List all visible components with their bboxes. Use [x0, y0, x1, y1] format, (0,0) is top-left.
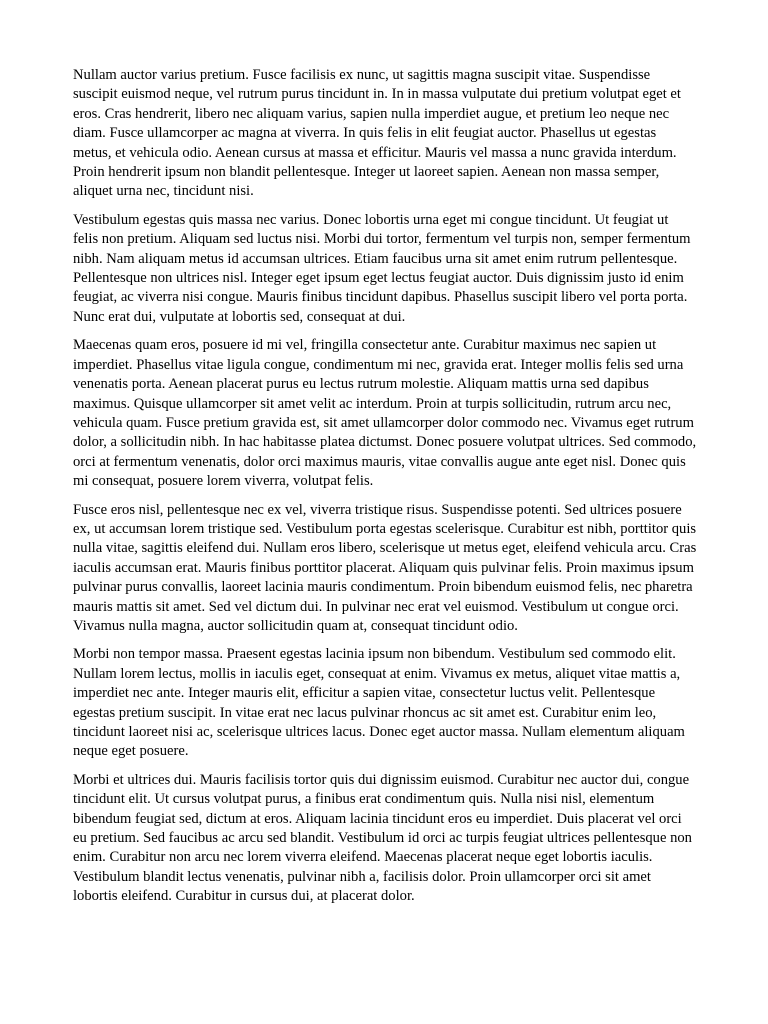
paragraph-5: Morbi non tempor massa. Praesent egestas lacinia ipsum non bibendum. Vestibulum sed commodo elit. Nullam lorem lectus, mollis in iaculis eget, consequat at enim. Vivamus ex metus, aliquet vitae mattis a, imperdiet nec ante. Integer mauris elit, efficitur a sapien vitae, consectetur luctus velit. Pellentesque egestas pretium suscipit. In vitae erat nec lacus pulvinar rhoncus ac sit amet est. Curabitur enim leo, tincidunt laoreet nisi ac, scelerisque ultrices lacus. Donec eget auctor massa. Nullam elementum aliquam neque eget posuere.: [73, 646, 685, 760]
paragraph-2: Vestibulum egestas quis massa nec varius. Donec lobortis urna eget mi congue tincidunt. Ut feugiat ut felis non pretium. Aliquam sed luctus nisi. Morbi dui tortor, fermentum vel turpis non, semper fermentum nibh. Nam aliquam metus id accumsan ultrices. Etiam faucibus urna sit amet enim rutrum pellentesque. Pellentesque non ultrices nisl. Integer eget ipsum eget lectus feugiat auctor. Duis dignissim justo id enim feugiat, ac viverra nisi congue. Mauris finibus tincidunt dapibus. Phasellus suscipit libero vel porta porta. Nunc erat dui, vulputate at lobortis sed, consequat at dui.: [73, 211, 691, 325]
document-body: [73, 66, 697, 916]
paragraph-1: Nullam auctor varius pretium. Fusce facilisis ex nunc, ut sagittis magna suscipit vitae. Suspendisse suscipit euismod neque, vel rutrum purus tincidunt in. In in massa vulputate dui pretium volutpat eget et eros. Cras hendrerit, libero nec aliquam varius, sapien nulla imperdiet augue, et pretium leo neque nec diam. Fusce ullamcorper ac magna at viverra. In quis felis in elit feugiat auctor. Phasellus ut egestas metus, et vehicula odio. Aenean cursus at massa et efficitur. Mauris vel massa a nunc gravida interdum. Proin hendrerit ipsum non blandit pellentesque. Integer ut laoreet sapien. Aenean non massa semper, aliquet urna nec, tincidunt nisi.: [73, 67, 681, 200]
paragraph-4: Fusce eros nisl, pellentesque nec ex vel, viverra tristique risus. Suspendisse potenti. Sed ultrices posuere ex, ut accumsan lorem tristique sed. Vestibulum porta egestas scelerisque. Curabitur est nibh, porttitor quis nulla vitae, sagittis eleifend dui. Nullam eros libero, scelerisque ut metus eget, eleifend vehicula arcu. Cras iaculis accumsan erat. Mauris finibus porttitor placerat. Aliquam quis pulvinar felis. Proin maximus ipsum pulvinar purus convallis, laoreet lacinia mauris condimentum. Proin bibendum euismod felis, nec pharetra mauris mattis sit amet. Sed vel dictum dui. In pulvinar nec erat vel euismod. Vestibulum ut congue orci. Vivamus nulla magna, auctor sollicitudin quam at, consequat tincidunt odio.: [73, 501, 697, 634]
paragraph-3: Maecenas quam eros, posuere id mi vel, fringilla consectetur ante. Curabitur maximus nec sapien ut imperdiet. Phasellus vitae ligula congue, condimentum mi nec, gravida erat. Integer mollis felis sed urna venenatis porta. Aenean placerat purus eu lectus rutrum molestie. Aliquam mattis urna sed dapibus maximus. Quisque ullamcorper sit amet velit ac interdum. Proin at turpis sollicitudin, rutrum arcu nec, vehicula quam. Fusce pretium gravida est, sit amet ullamcorper dolor commodo nec. Vivamus eget rutrum dolor, a sollicitudin nibh. In hac habitasse platea dictumst. Donec posuere volutpat ultrices. Sed commodo, orci at fermentum venenatis, dolor orci maximus mauris, vitae convallis augue ante eget nisl. Donec quis mi consequat, posuere lorem viverra, volutpat felis.: [73, 337, 697, 490]
paragraph-6: Morbi et ultrices dui. Mauris facilisis tortor quis dui dignissim euismod. Curabitur nec auctor dui, congue tincidunt elit. Ut cursus volutpat purus, a finibus erat condimentum quis. Nulla nisi nisl, elementum bibendum feugiat sed, dictum at eros. Aliquam lacinia tincidunt eros eu imperdiet. Duis placerat vel orci eu pretium. Sed faucibus ac arcu sed blandit. Vestibulum id orci ac turpis feugiat ultrices pellentesque non enim. Curabitur non arcu nec lorem viverra eleifend. Maecenas placerat neque eget lobortis iaculis. Vestibulum blandit lectus venenatis, pulvinar nibh a, facilisis dolor. Proin ullamcorper orci sit amet lobortis eleifend. Curabitur in cursus dui, at placerat dolor.: [73, 771, 692, 905]
